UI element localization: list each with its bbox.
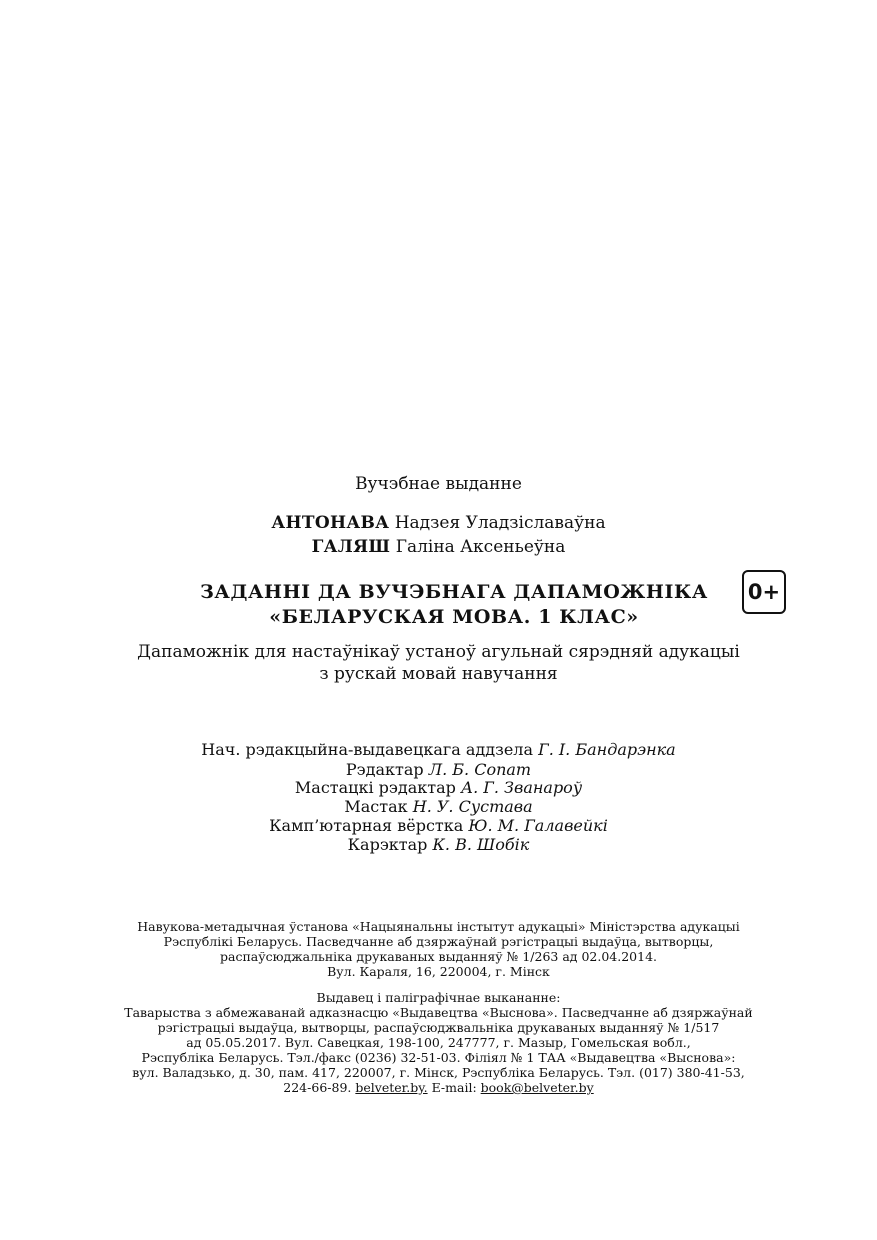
book-title-line-2: «БЕЛАРУСКАЯ МОВА. 1 КЛАС» (269, 606, 639, 628)
book-title-line-1: ЗАДАННІ ДА ВУЧЭБНАГА ДАПАМОЖНІКА (200, 581, 708, 603)
edition-type: Вучэбнае выданне (355, 474, 522, 494)
subtitle-line-2: з рускай мовай навучання (319, 664, 558, 684)
email-label: E-mail: (431, 1080, 477, 1095)
publisher-line-5: Рэспубліка Беларусь. Тэл./факс (0236) 32-51-03. Філіял № 1 ТАА «Выдавецтва «Выснова»: (141, 1050, 736, 1065)
credit-role: Рэдактар (345, 760, 424, 779)
author-1-surname: АНТОНАВА (271, 513, 390, 533)
age-rating-badge: 0+ (742, 570, 786, 614)
credit-proofreader (0, 835, 877, 854)
publisher-line-1: Выдавец і паліграфічнае выкананне: (316, 990, 561, 1005)
publisher-line-2: Таварыства з абмежаванай адказнасцю «Выдавецтва «Выснова». Пасведчанне аб дзяржаўнай (124, 1005, 753, 1020)
publisher-line-6: вул. Валадзько, д. 30, пам. 417, 220007, г. Мінск, Рэспубліка Беларусь. Тэл. (017) 380-41-53, (132, 1065, 745, 1080)
subtitle-line-1: Дапаможнік для настаўнікаў устаноў агульнай сярэдняй адукацыі (137, 642, 740, 662)
credit-art-editor (0, 778, 877, 797)
institute-line-4: Вул. Караля, 16, 220004, г. Мінск (327, 964, 550, 979)
credit-role: Нач. рэдакцыйна-выдавецкага аддзела (201, 740, 533, 759)
credit-layout (0, 816, 877, 835)
institute-line-2: Рэспублікі Беларусь. Пасведчанне аб дзяржаўнай рэгістрацыі выдаўца, вытворцы, (163, 934, 714, 949)
credit-person: К. В. Шобік (432, 835, 530, 854)
author-2-given-name: Галіна Аксеньеўна (395, 537, 566, 557)
credit-chief-editor (0, 740, 877, 759)
credit-person: Ю. М. Галавейкі (468, 816, 608, 835)
credit-person: Г. І. Бандарэнка (538, 740, 676, 759)
credit-person: А. Г. Званароў (460, 778, 583, 797)
contact-phone: 224-66-89. (283, 1080, 352, 1095)
publisher-contact-line (0, 1080, 877, 1095)
credit-editor (0, 760, 877, 779)
author-1 (0, 513, 877, 533)
institute-line-1: Навукова-метадычная ўстанова «Нацыянальны інстытут адукацыі» Міністэрства адукацыі (137, 919, 740, 934)
credit-role: Карэктар (347, 835, 428, 854)
credit-person: Л. Б. Сопат (428, 760, 532, 779)
credit-role: Камп’ютарная вёрстка (269, 816, 464, 835)
author-2-surname: ГАЛЯШ (311, 537, 391, 557)
credit-role: Мастак (344, 797, 408, 816)
publisher-line-4: ад 05.05.2017. Вул. Савецкая, 198-100, 247777, г. Мазыр, Гомельская вобл., (186, 1035, 691, 1050)
credit-person: Н. У. Сустава (412, 797, 533, 816)
credit-artist (0, 797, 877, 816)
author-1-given-name: Надзея Уладзіславаўна (394, 513, 606, 533)
email-link[interactable]: book@belveter.by (480, 1080, 594, 1095)
author-2 (0, 537, 877, 557)
credit-role: Мастацкі рэдактар (294, 778, 456, 797)
institute-line-3: распаўсюджальніка друкаваных выданняў № 1/263 ад 02.04.2014. (219, 949, 658, 964)
publisher-line-3: рэгістрацыі выдаўца, вытворцы, распаўсюджвальніка друкаваных выданняў № 1/517 (157, 1020, 720, 1035)
website-link[interactable]: belveter.by. (355, 1080, 428, 1095)
